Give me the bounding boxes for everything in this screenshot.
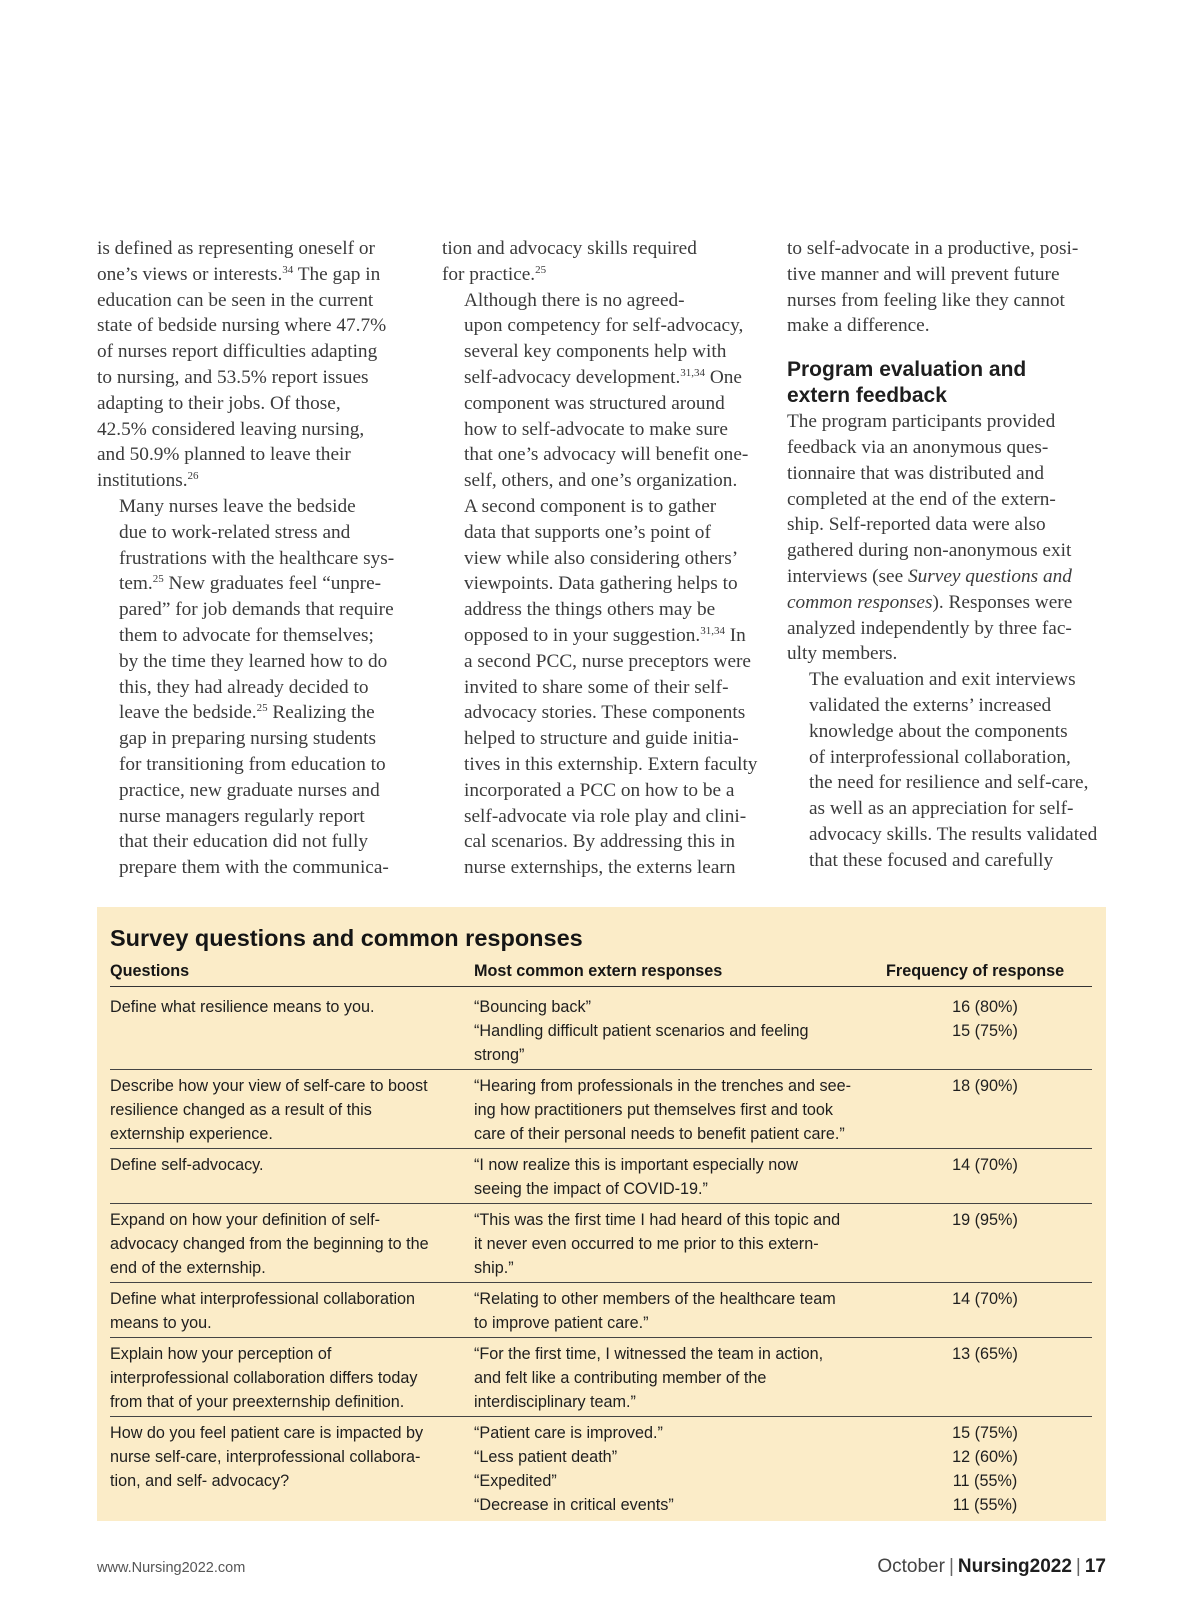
footer-magazine: Nursing2022 — [957, 1556, 1072, 1577]
response-cell — [474, 995, 874, 1067]
survey-table-box — [97, 907, 1106, 1521]
footer-separator: | — [1075, 1556, 1081, 1577]
response-cell — [474, 1287, 874, 1335]
column-header-frequency: Frequency of response — [886, 962, 1065, 980]
question-cell-line: Explain how your perception of — [110, 1345, 332, 1363]
frequency-cell-line: 11 (55%) — [952, 1472, 1018, 1490]
question-cell-line: resilience changed as a result of this — [110, 1101, 372, 1119]
article-column-3 — [787, 236, 1105, 874]
paragraph: Although there is no agreed- upon competency for self-advocacy, several key components help with self-advocacy development.$^{31,34}$ One component was structured around how to self-advocate to make sure that one’s advocacy will benefit one- self, others, and one’s organization. A second component is to gather data that supports one’s point of view while also considering others’ viewpoints. Data gathering helps to address the things others may be opposed to in your suggestion.$^{31,34}$ In a second PCC, nurse preceptors were invited to share some of their self- advocacy stories. These components helped to structure and guide initia- tives in this externship. Extern faculty incorporated a PCC on how to be a self-advocate via role play and clini- cal scenarios. By addressing this in nurse externships, the externs learn — [464, 289, 758, 879]
response-cell — [474, 1074, 874, 1146]
table-row — [110, 1070, 1092, 1149]
response-cell-line: care of their personal needs to benefit patient care.” — [474, 1125, 845, 1143]
table-row — [110, 1149, 1092, 1204]
survey-title: Survey questions and common responses — [110, 925, 583, 951]
question-cell — [110, 1287, 460, 1335]
response-cell-line: “Bouncing back” — [474, 998, 591, 1016]
frequency-cell-line: 18 (90%) — [952, 1077, 1018, 1095]
response-cell-line: and felt like a contributing member of the — [474, 1369, 767, 1387]
column-header-questions: Questions — [110, 962, 190, 980]
question-cell-line: end of the externship. — [110, 1259, 266, 1277]
citation: 25 — [256, 702, 268, 715]
question-cell-line: Define what interprofessional collaboration — [110, 1290, 416, 1308]
response-cell-line: seeing the impact of COVID-19.” — [474, 1180, 708, 1198]
response-cell-line: interdisciplinary team.” — [474, 1393, 636, 1411]
frequency-cell-line: 14 (70%) — [952, 1290, 1018, 1308]
question-cell — [110, 1074, 460, 1146]
citation: 26 — [187, 470, 199, 483]
frequency-cell — [890, 1287, 1080, 1311]
table-row — [110, 991, 1092, 1070]
citation: 34 — [282, 263, 294, 276]
frequency-cell-line: 14 (70%) — [952, 1156, 1018, 1174]
table-row — [110, 1417, 1092, 1519]
paragraph: tion and advocacy skills required for practice.$^{25}$ — [442, 238, 697, 285]
question-cell-line: externship experience. — [110, 1125, 273, 1143]
article-column-2 — [442, 236, 760, 881]
citation: 25 — [535, 263, 547, 276]
response-cell — [474, 1153, 874, 1201]
response-cell-line: it never even occurred to me prior to this extern- — [474, 1235, 819, 1253]
response-cell-line: “Patient care is improved.” — [474, 1424, 663, 1442]
question-cell-line: tion, and self- advocacy? — [110, 1472, 290, 1490]
question-cell-line: from that of your preexternship definition. — [110, 1393, 405, 1411]
question-cell-line: means to you. — [110, 1314, 212, 1332]
question-cell — [110, 1153, 460, 1177]
frequency-cell-line: 19 (95%) — [952, 1211, 1018, 1229]
table-reference: common responses — [787, 591, 933, 613]
frequency-cell-line: 15 (75%) — [952, 1424, 1018, 1442]
question-cell-line: Describe how your view of self-care to boost — [110, 1077, 428, 1095]
article-column-1 — [97, 236, 415, 881]
question-cell — [110, 1208, 460, 1280]
table-row — [110, 1338, 1092, 1417]
question-cell-line: Expand on how your definition of self- — [110, 1211, 380, 1229]
survey-rows — [110, 991, 1092, 1519]
response-cell — [474, 1208, 874, 1280]
response-cell-line: “Hearing from professionals in the trenches and see- — [474, 1077, 851, 1095]
response-cell-line: “Less patient death” — [474, 1448, 618, 1466]
footer-separator: | — [948, 1556, 954, 1577]
citation: 31,34 — [700, 624, 725, 637]
question-cell — [110, 1342, 460, 1414]
frequency-cell — [890, 1342, 1080, 1366]
frequency-cell — [890, 995, 1080, 1043]
frequency-cell-line: 12 (60%) — [952, 1448, 1018, 1466]
paragraph: is defined as representing oneself or one’s views or interests.$^{34}$ The gap in education can be seen in the current state of bedside nursing where 47.7% of nurses report difficulties adapting to nursing, and 53.5% report issues adapting to their jobs. Of those, 42.5% considered leaving nursing, and 50.9% planned to leave their institutions.$^{26}$ — [97, 238, 387, 492]
response-cell-line: “For the first time, I witnessed the team in action, — [474, 1345, 824, 1363]
question-cell-line: How do you feel patient care is impacted by — [110, 1424, 424, 1442]
citation: 31,34 — [680, 366, 706, 379]
question-cell-line: Define self-advocacy. — [110, 1156, 264, 1174]
response-cell-line: “I now realize this is important especially now — [474, 1156, 798, 1174]
footer-url: www.Nursing2022.com — [97, 1560, 246, 1576]
response-cell-line: to improve patient care.” — [474, 1314, 649, 1332]
citation: 25 — [152, 573, 164, 586]
frequency-cell-line: 11 (55%) — [952, 1496, 1018, 1514]
response-cell-line: “Relating to other members of the healthcare team — [474, 1290, 836, 1308]
frequency-cell — [890, 1074, 1080, 1098]
table-row — [110, 1283, 1092, 1338]
response-cell — [474, 1421, 874, 1517]
paragraph: The evaluation and exit interviews validated the externs’ increased knowledge about the components of interprofessional collaboration, the need for resilience and self-care, as well as an appreciation for self- advocacy skills. The results validated that these focused and carefully — [809, 669, 1098, 871]
response-cell — [474, 1342, 874, 1414]
table-reference: Survey questions and — [908, 565, 1072, 587]
frequency-cell — [890, 1208, 1080, 1232]
frequency-cell-line: 15 (75%) — [952, 1022, 1018, 1040]
footer-month: October — [877, 1556, 945, 1577]
frequency-cell — [890, 1153, 1080, 1177]
question-cell-line: Define what resilience means to you. — [110, 998, 375, 1016]
question-cell-line: interprofessional collaboration differs today — [110, 1369, 418, 1387]
question-cell-line: advocacy changed from the beginning to the — [110, 1235, 429, 1253]
response-cell-line: “This was the first time I had heard of this topic and — [474, 1211, 841, 1229]
paragraph: The program participants provided feedback via an anonymous ques- tionnaire that was distributed and completed at the end of the extern- ship. Self-reported data were also gathered during non-anonymous exit interviews (see Survey questions and common responses). Responses were analyzed independently by three fac- ulty members. — [787, 411, 1073, 665]
paragraph: Many nurses leave the bedside due to work-related stress and frustrations with the healthcare sys- tem.$^{25}$ New graduates feel “unpre- pared” for job demands that require them to advocate for themselves; by the time they learned how to do this, they had already decided to leave the bedside.$^{25}$ Realizing the gap in preparing nursing students for transitioning from education to practice, new graduate nurses and nurse managers regularly report that their education did not fully prepare them with the communica- — [119, 495, 395, 879]
response-cell-line: “Expedited” — [474, 1472, 557, 1490]
table-row — [110, 1204, 1092, 1283]
question-cell — [110, 1421, 460, 1493]
response-cell-line: “Handling difficult patient scenarios and feeling — [474, 1022, 809, 1040]
frequency-cell-line: 16 (80%) — [952, 998, 1018, 1016]
question-cell — [110, 995, 460, 1019]
section-heading: Program evaluation and extern feedback — [787, 358, 1027, 408]
response-cell-line: strong” — [474, 1046, 525, 1064]
page-number: 17 — [1084, 1556, 1106, 1577]
frequency-cell — [890, 1421, 1080, 1517]
header-rule — [110, 986, 1092, 987]
question-cell-line: nurse self-care, interprofessional collabora- — [110, 1448, 421, 1466]
column-header-responses: Most common extern responses — [474, 962, 723, 980]
paragraph: to self-advocate in a productive, posi- tive manner and will prevent future nurses from feeling like they cannot make a difference. — [787, 238, 1079, 337]
frequency-cell-line: 13 (65%) — [952, 1345, 1018, 1363]
response-cell-line: “Decrease in critical events” — [474, 1496, 674, 1514]
response-cell-line: ship.” — [474, 1259, 514, 1277]
footer-folio — [877, 1556, 1106, 1578]
response-cell-line: ing how practitioners put themselves first and took — [474, 1101, 834, 1119]
